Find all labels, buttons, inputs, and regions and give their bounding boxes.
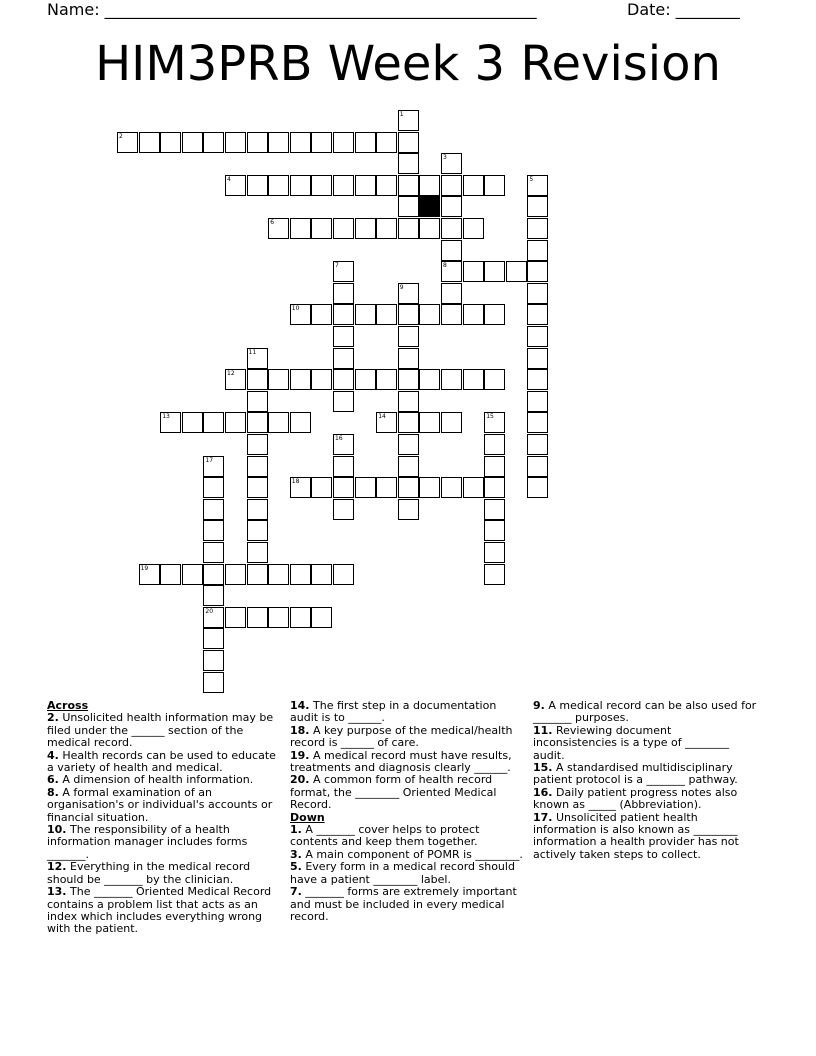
clue-across-10: 10. The responsibility of a health information manager includes forms _______. <box>47 823 248 861</box>
crossword-cell[interactable] <box>247 369 268 390</box>
crossword-cell[interactable] <box>355 369 376 390</box>
crossword-cell[interactable] <box>160 132 181 153</box>
crossword-cell[interactable] <box>527 304 548 325</box>
crossword-cell[interactable] <box>355 132 376 153</box>
clue-across-8: 8. A formal examination of an organisation's or individual's accounts or financial situation. <box>47 785 273 824</box>
crossword-cell[interactable] <box>398 434 419 455</box>
crossword-cell[interactable] <box>247 132 268 153</box>
crossword-cell[interactable] <box>419 175 440 196</box>
clue-number: 14 <box>378 413 386 421</box>
crossword-cell[interactable] <box>247 412 268 433</box>
crossword-cell[interactable] <box>268 132 289 153</box>
crossword-cell[interactable] <box>441 261 462 282</box>
clue-down-7: 7. _______ forms are extremely important and must be included in every medical record. <box>290 885 517 923</box>
crossword-cell[interactable] <box>398 196 419 217</box>
clues-column-3 <box>533 700 758 861</box>
crossword-cell[interactable] <box>376 369 397 390</box>
crossword-black-cell <box>419 196 440 217</box>
clue-down-11: 11. Reviewing document inconsistencies is a type of ________ audit. <box>533 723 730 762</box>
crossword-cell[interactable] <box>398 304 419 325</box>
crossword-cell[interactable] <box>311 607 332 628</box>
clue-number: 10 <box>291 305 300 313</box>
crossword-cell[interactable] <box>441 175 462 196</box>
crossword-cell[interactable] <box>398 391 419 412</box>
crossword-cell[interactable] <box>203 542 224 563</box>
crossword-cell[interactable] <box>203 585 224 606</box>
crossword-cell[interactable] <box>333 283 354 304</box>
crossword-cell[interactable] <box>247 607 268 628</box>
crossword-cell[interactable] <box>268 369 289 390</box>
crossword-cell[interactable] <box>484 564 505 585</box>
crossword-cell[interactable] <box>247 477 268 498</box>
crossword-cell[interactable] <box>290 218 311 239</box>
crossword-cell[interactable] <box>160 564 181 585</box>
clue-number: 19 <box>140 564 149 572</box>
crossword-cell[interactable] <box>527 477 548 498</box>
crossword-cell[interactable] <box>398 283 419 304</box>
clue-down-3: 3. A main component of POMR is ________. <box>290 847 523 861</box>
crossword-cell[interactable] <box>311 132 332 153</box>
clue-number: 15 <box>486 413 494 421</box>
crossword-cell[interactable] <box>333 391 354 412</box>
clue-number: 1 <box>399 111 404 118</box>
crossword-cell[interactable] <box>203 628 224 649</box>
crossword-cell[interactable] <box>182 132 203 153</box>
crossword-cell[interactable] <box>203 499 224 520</box>
crossword-cell[interactable] <box>398 175 419 196</box>
clue-number: 9 <box>399 283 404 291</box>
crossword-cell[interactable] <box>290 369 311 390</box>
crossword-cell[interactable] <box>290 477 311 498</box>
crossword-cell[interactable] <box>527 348 548 369</box>
crossword-cell[interactable] <box>247 564 268 585</box>
crossword-cell[interactable] <box>484 477 505 498</box>
crossword-cell[interactable] <box>268 218 289 239</box>
crossword-cell[interactable] <box>182 564 203 585</box>
crossword-cell[interactable] <box>441 304 462 325</box>
crossword-cell[interactable] <box>333 564 354 585</box>
clue-number: 6 <box>270 219 275 226</box>
crossword-cell[interactable] <box>225 369 246 390</box>
clue-across-12: 12. Everything in the medical record should be _______ by the clinician. <box>47 860 251 886</box>
crossword-cell[interactable] <box>527 326 548 347</box>
crossword-cell[interactable] <box>247 348 268 369</box>
crossword-cell[interactable] <box>463 304 484 325</box>
name-field-label[interactable]: Name: ______________________________________________________ <box>47 0 537 19</box>
crossword-cell[interactable] <box>463 369 484 390</box>
crossword-cell[interactable] <box>484 304 505 325</box>
crossword-cell[interactable] <box>398 369 419 390</box>
clue-across-14: 14. The first step in a documentation audit is to ______. <box>290 699 497 725</box>
crossword-cell[interactable] <box>398 110 419 131</box>
clue-across-18: 18. A key purpose of the medical/health record is ______ of care. <box>290 723 513 750</box>
crossword-cell[interactable] <box>247 391 268 412</box>
across-header: Across <box>47 699 89 712</box>
crossword-cell[interactable] <box>311 564 332 585</box>
crossword-cell[interactable] <box>484 261 505 282</box>
crossword-cell[interactable] <box>333 348 354 369</box>
crossword-cell[interactable] <box>268 564 289 585</box>
clue-down-1: 1. A _______ cover helps to protect contents and keep them together. <box>290 823 480 849</box>
crossword-cell[interactable] <box>398 477 419 498</box>
crossword-cell[interactable] <box>398 132 419 153</box>
crossword-cell[interactable] <box>527 283 548 304</box>
clue-number: 17 <box>205 456 214 464</box>
crossword-cell[interactable] <box>333 261 354 282</box>
crossword-cell[interactable] <box>441 153 462 174</box>
crossword-cell[interactable] <box>290 175 311 196</box>
crossword-cell[interactable] <box>441 196 462 217</box>
crossword-cell[interactable] <box>484 175 505 196</box>
crossword-cell[interactable] <box>333 175 354 196</box>
clue-across-4: 4. Health records can be used to educate a variety of health and medical. <box>47 748 276 775</box>
crossword-cell[interactable] <box>463 175 484 196</box>
crossword-cell[interactable] <box>419 369 440 390</box>
crossword-cell[interactable] <box>355 175 376 196</box>
crossword-cell[interactable] <box>247 499 268 520</box>
clue-number: 3 <box>443 154 447 162</box>
crossword-cell[interactable] <box>441 477 462 498</box>
crossword-cell[interactable] <box>441 283 462 304</box>
crossword-cell[interactable] <box>225 175 246 196</box>
page-title: HIM3PRB Week 3 Revision <box>95 36 721 92</box>
crossword-cell[interactable] <box>398 348 419 369</box>
crossword-cell[interactable] <box>203 456 224 477</box>
date-field-label[interactable]: Date: ________ <box>627 0 740 19</box>
crossword-cell[interactable] <box>333 132 354 153</box>
crossword-cell[interactable] <box>441 240 462 261</box>
crossword-cell[interactable] <box>311 304 332 325</box>
crossword-cell[interactable] <box>290 412 311 433</box>
crossword-cell[interactable] <box>398 499 419 520</box>
crossword-cell[interactable] <box>376 477 397 498</box>
crossword-cell[interactable] <box>311 369 332 390</box>
clue-across-13: 13. The _______ Oriented Medical Record contains a problem list that acts as an index which includes everything wrong with the patient. <box>47 885 272 936</box>
crossword-cell[interactable] <box>376 218 397 239</box>
crossword-cell[interactable] <box>376 412 397 433</box>
clue-number: 4 <box>227 175 231 183</box>
crossword-cell[interactable] <box>463 218 484 239</box>
crossword-cell[interactable] <box>463 261 484 282</box>
clue-down-15: 15. A standardised multidisciplinary patient protocol is a _______ pathway. <box>533 761 738 787</box>
crossword-cell[interactable] <box>484 412 505 433</box>
crossword-cell[interactable] <box>203 650 224 671</box>
crossword-cell[interactable] <box>247 542 268 563</box>
crossword-cell[interactable] <box>527 412 548 433</box>
crossword-cell[interactable] <box>247 434 268 455</box>
crossword-cell[interactable] <box>333 304 354 325</box>
clue-down-17: 17. Unsolicited patient health information is also known as ________ information a health provider has not actively taken steps to collect. <box>533 810 739 861</box>
crossword-cell[interactable] <box>290 607 311 628</box>
crossword-cell[interactable] <box>527 391 548 412</box>
crossword-cell[interactable] <box>527 456 548 477</box>
clue-number: 16 <box>335 435 343 442</box>
clue-across-19: 19. A medical record must have results, treatments and diagnosis clearly ______. <box>290 748 512 775</box>
crossword-cell[interactable] <box>506 261 527 282</box>
crossword-cell[interactable] <box>290 564 311 585</box>
clue-down-5: 5. Every form in a medical record should have a patient ________ label. <box>290 860 515 886</box>
crossword-cell[interactable] <box>311 477 332 498</box>
clue-number: 7 <box>335 262 339 270</box>
crossword-cell[interactable] <box>247 175 268 196</box>
crossword-cell[interactable] <box>160 412 181 433</box>
clue-across-20: 20. A common form of health record format, the ________ Oriented Medical Record. <box>290 773 497 812</box>
crossword-cell[interactable] <box>355 477 376 498</box>
crossword-cell[interactable] <box>527 434 548 455</box>
clues-column-1 <box>47 700 282 936</box>
crossword-cell[interactable] <box>247 456 268 477</box>
crossword-cell[interactable] <box>333 218 354 239</box>
crossword-cell[interactable] <box>419 218 440 239</box>
crossword-cell[interactable] <box>333 326 354 347</box>
crossword-cell[interactable] <box>419 477 440 498</box>
crossword-cell[interactable] <box>527 261 548 282</box>
crossword-cell[interactable] <box>419 304 440 325</box>
crossword-cell[interactable] <box>139 132 160 153</box>
crossword-cell[interactable] <box>117 132 138 153</box>
crossword-cell[interactable] <box>203 132 224 153</box>
crossword-cell[interactable] <box>484 520 505 541</box>
crossword-cell[interactable] <box>203 412 224 433</box>
clue-number: 11 <box>248 348 257 356</box>
clue-number: 12 <box>227 370 235 378</box>
crossword-cell[interactable] <box>203 607 224 628</box>
crossword-cell[interactable] <box>441 412 462 433</box>
crossword-cell[interactable] <box>355 218 376 239</box>
crossword-cell[interactable] <box>290 132 311 153</box>
clue-down-9: 9. A medical record can be also used for _______ purposes. <box>533 699 757 725</box>
crossword-cell[interactable] <box>398 153 419 174</box>
crossword-cell[interactable] <box>203 520 224 541</box>
crossword-cell[interactable] <box>268 175 289 196</box>
crossword-cell[interactable] <box>311 218 332 239</box>
crossword-cell[interactable] <box>333 434 354 455</box>
crossword-cell[interactable] <box>139 564 160 585</box>
down-header: Down <box>290 810 325 824</box>
crossword-cell[interactable] <box>419 412 440 433</box>
crossword-cell[interactable] <box>398 456 419 477</box>
clues-column-2 <box>290 700 526 923</box>
crossword-cell[interactable] <box>203 672 224 693</box>
crossword-cell[interactable] <box>398 412 419 433</box>
clue-down-16: 16. Daily patient progress notes also known as _____ (Abbreviation). <box>533 785 738 812</box>
crossword-cell[interactable] <box>333 456 354 477</box>
crossword-cell[interactable] <box>441 369 462 390</box>
crossword-cell[interactable] <box>463 477 484 498</box>
clue-number: 5 <box>529 175 534 183</box>
crossword-cell[interactable] <box>225 564 246 585</box>
crossword-cell[interactable] <box>225 607 246 628</box>
crossword-cell[interactable] <box>333 477 354 498</box>
clue-number: 20 <box>205 607 214 615</box>
crossword-cell[interactable] <box>398 218 419 239</box>
crossword-cell[interactable] <box>376 304 397 325</box>
crossword-cell[interactable] <box>376 175 397 196</box>
crossword-cell[interactable] <box>268 412 289 433</box>
crossword-cell[interactable] <box>225 132 246 153</box>
crossword-cell[interactable] <box>484 499 505 520</box>
crossword-cell[interactable] <box>527 218 548 239</box>
clue-across-2: 2. Unsolicited health information may be filed under the ______ section of the medical record. <box>47 711 274 750</box>
crossword-cell[interactable] <box>527 196 548 217</box>
crossword-cell[interactable] <box>484 456 505 477</box>
crossword-cell[interactable] <box>527 175 548 196</box>
clue-across-6: 6. A dimension of health information. <box>47 773 254 787</box>
crossword-cell[interactable] <box>311 175 332 196</box>
crossword-cell[interactable] <box>290 304 311 325</box>
crossword-cell[interactable] <box>333 499 354 520</box>
crossword-cell[interactable] <box>203 564 224 585</box>
crossword-cell[interactable] <box>225 412 246 433</box>
crossword-cell[interactable] <box>527 240 548 261</box>
crossword-cell[interactable] <box>484 434 505 455</box>
crossword-cell[interactable] <box>182 412 203 433</box>
crossword-cell[interactable] <box>247 520 268 541</box>
crossword-cell[interactable] <box>268 607 289 628</box>
clue-number: 13 <box>162 413 170 421</box>
crossword-cell[interactable] <box>355 304 376 325</box>
crossword-cell[interactable] <box>441 218 462 239</box>
crossword-cell[interactable] <box>333 369 354 390</box>
crossword-cell[interactable] <box>484 369 505 390</box>
clue-number: 8 <box>443 262 447 270</box>
crossword-cell[interactable] <box>484 542 505 563</box>
clue-number: 2 <box>119 132 123 140</box>
crossword-cell[interactable] <box>398 326 419 347</box>
clue-number: 18 <box>291 478 300 486</box>
crossword-cell[interactable] <box>527 369 548 390</box>
crossword-cell[interactable] <box>203 477 224 498</box>
crossword-cell[interactable] <box>376 132 397 153</box>
